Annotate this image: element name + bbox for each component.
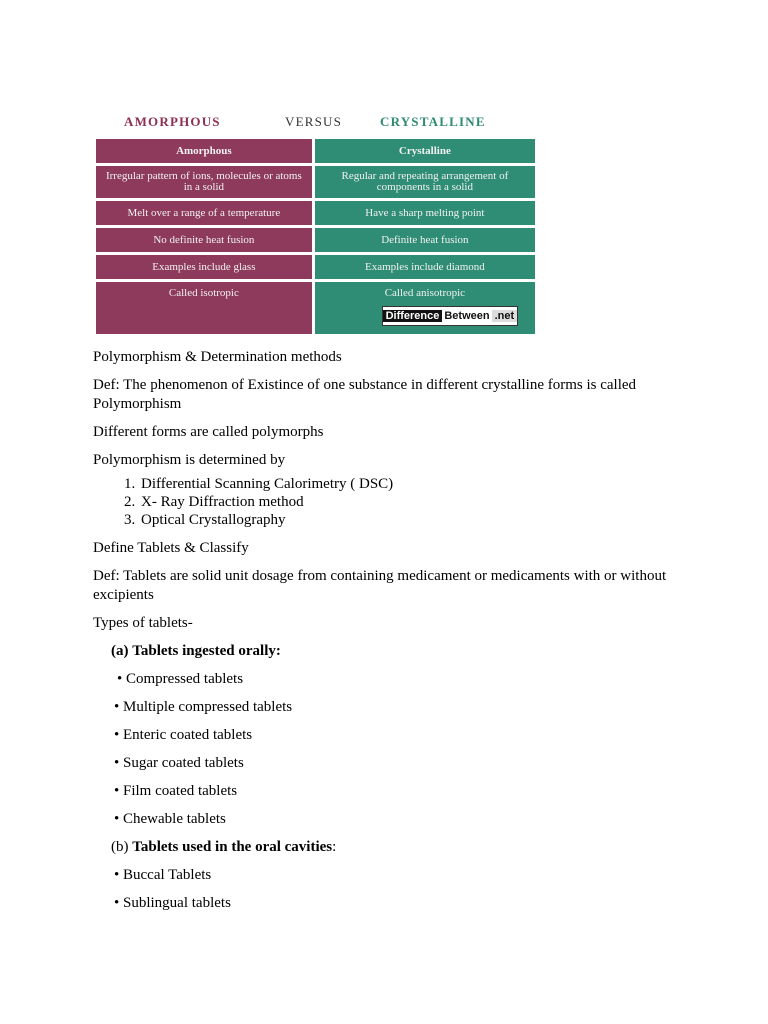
section-a-title: Tablets ingested orally: bbox=[132, 643, 281, 659]
list-item: • Compressed tablets bbox=[117, 671, 244, 687]
list-item: 2. X- Ray Diffraction method bbox=[139, 493, 693, 511]
crystalline-cell: Definite heat fusion bbox=[315, 228, 535, 252]
section-b-colon: : bbox=[332, 839, 337, 855]
title-crystalline: CRYSTALLINE bbox=[380, 114, 486, 129]
amorphous-cell: Irregular pattern of ions, molecules or atoms in a solid bbox=[96, 166, 312, 198]
table-row bbox=[96, 228, 535, 252]
list-item: • Sublingual tablets bbox=[114, 895, 231, 911]
title-versus: VERSUS bbox=[285, 114, 343, 129]
list-item: • Multiple compressed tablets bbox=[114, 699, 293, 715]
section-b-title: Tablets used in the oral cavities bbox=[132, 839, 333, 855]
amorphous-cell: Called isotropic bbox=[96, 282, 312, 334]
tablets-definition: Def: Tablets are solid unit dosage from containing medicament or medicaments with or without excipients bbox=[93, 568, 667, 603]
types-of-tablets: Types of tablets- bbox=[93, 615, 193, 631]
section-a-heading bbox=[111, 642, 693, 661]
section-a-marker: (a) bbox=[111, 643, 129, 659]
crystalline-cell: Have a sharp melting point bbox=[315, 201, 535, 225]
logo-part-difference: Difference bbox=[383, 310, 443, 322]
crystalline-cell: Examples include diamond bbox=[315, 255, 535, 279]
document-body bbox=[93, 348, 693, 922]
amorphous-cell: Examples include glass bbox=[96, 255, 312, 279]
table-header-row bbox=[96, 139, 535, 163]
header-amorphous: Amorphous bbox=[96, 139, 312, 163]
section-b-heading bbox=[111, 838, 693, 857]
list-item: 1. Differential Scanning Calorimetry ( DSC) bbox=[139, 475, 693, 493]
polymorphism-definition: Def: The phenomenon of Existince of one substance in different crystalline forms is called Polymorphism bbox=[93, 377, 637, 412]
list-item: 3. Optical Crystallography bbox=[139, 511, 693, 529]
logo-part-between: Between bbox=[444, 310, 490, 322]
differencebetween-logo bbox=[382, 306, 519, 326]
heading-polymorphism: Polymorphism & Determination methods bbox=[93, 349, 342, 365]
list-item: • Enteric coated tablets bbox=[114, 727, 253, 743]
logo-part-net: .net bbox=[492, 310, 518, 322]
list-item: • Film coated tablets bbox=[114, 783, 238, 799]
table-row bbox=[96, 255, 535, 279]
comparison-table bbox=[93, 136, 538, 337]
title-amorphous: AMORPHOUS bbox=[124, 114, 221, 129]
determination-methods-list bbox=[93, 475, 693, 529]
table-row bbox=[96, 166, 535, 198]
comparison-title bbox=[96, 112, 541, 132]
table-row bbox=[96, 201, 535, 225]
amorphous-cell: No definite heat fusion bbox=[96, 228, 312, 252]
polymorphs-statement: Different forms are called polymorphs bbox=[93, 424, 324, 440]
crystalline-cell bbox=[315, 282, 535, 334]
crystalline-cell-text: Called anisotropic bbox=[384, 287, 466, 299]
determination-intro: Polymorphism is determined by bbox=[93, 452, 286, 468]
crystalline-cell: Regular and repeating arrangement of components in a solid bbox=[315, 166, 535, 198]
list-item: • Chewable tablets bbox=[114, 811, 226, 827]
amorphous-cell: Melt over a range of a temperature bbox=[96, 201, 312, 225]
section-b-marker: (b) bbox=[111, 839, 129, 855]
list-item: • Buccal Tablets bbox=[114, 867, 212, 883]
table-row bbox=[96, 282, 535, 334]
header-crystalline: Crystalline bbox=[315, 139, 535, 163]
list-item: • Sugar coated tablets bbox=[114, 755, 244, 771]
heading-tablets: Define Tablets & Classify bbox=[93, 540, 249, 556]
